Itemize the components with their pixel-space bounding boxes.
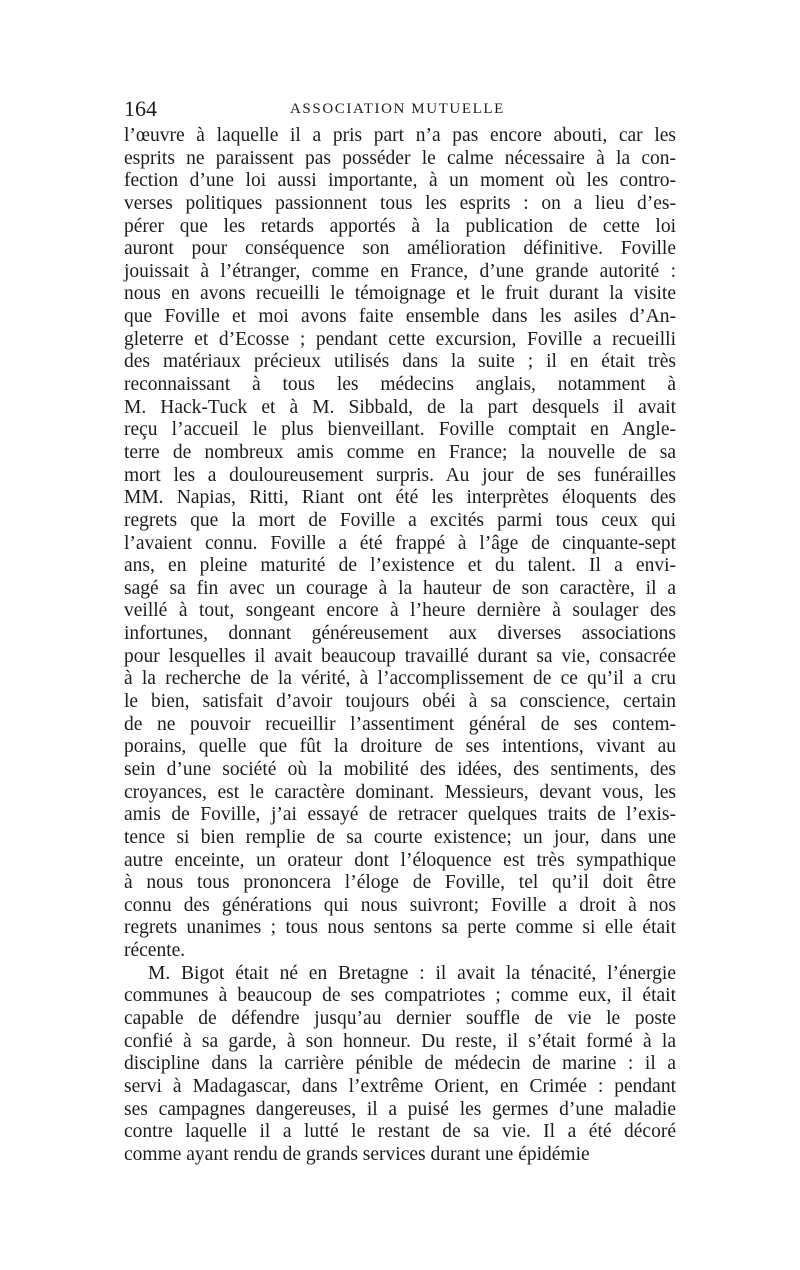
text-line: nous en avons recueilli le témoignage et le fruit durant la visite	[124, 283, 676, 305]
text-line: pérer que les retards apportés à la publication de cette loi	[124, 215, 676, 237]
text-line: communes à beaucoup de ses compatriotes ; comme eux, il était	[124, 985, 676, 1007]
text-line: tence si bien remplie de sa courte existence; un jour, dans une	[124, 826, 676, 848]
text-line: infortunes, donnant généreusement aux diverses associations	[124, 623, 676, 645]
text-line: sein d’une société où la mobilité des idées, des sentiments, des	[124, 758, 676, 780]
text-line: connu des générations qui nous suivront; Foville a droit à nos	[124, 894, 676, 916]
text-line: reconnaissant à tous les médecins anglais, notamment à	[124, 374, 676, 396]
body-text	[124, 125, 676, 1166]
paragraph	[124, 125, 676, 963]
text-line: verses politiques passionnent tous les esprits : on a lieu d’es-	[124, 192, 676, 214]
text-line: que Foville et moi avons faite ensemble dans les asiles d’An-	[124, 306, 676, 328]
text-line: capable de défendre jusqu’au dernier souffle de vie le poste	[124, 1007, 676, 1029]
text-line: regrets que la mort de Foville a excités parmi tous ceux qui	[124, 509, 676, 531]
text-line: sagé sa fin avec un courage à la hauteur de son caractère, il a	[124, 577, 676, 599]
text-line: discipline dans la carrière pénible de médecin de marine : il a	[124, 1053, 676, 1075]
text-line: amis de Foville, j’ai essayé de retracer quelques traits de l’exis-	[124, 804, 676, 826]
text-line: jouissait à l’étranger, comme en France, d’une grande autorité :	[124, 260, 676, 282]
text-line: à la recherche de la vérité, à l’accomplissement de ce qu’il a cru	[124, 668, 676, 690]
text-line: auront pour conséquence son amélioration définitive. Foville	[124, 238, 676, 260]
text-line: à nous tous prononcera l’éloge de Foville, tel qu’il doit être	[124, 872, 676, 894]
text-line: terre de nombreux amis comme en France; la nouvelle de sa	[124, 441, 676, 463]
text-line: M. Hack-Tuck et à M. Sibbald, de la part desquels il avait	[124, 396, 676, 418]
paragraph	[124, 963, 676, 1167]
text-line: contre laquelle il a lutté le restant de sa vie. Il a été décoré	[124, 1121, 676, 1143]
running-head	[124, 96, 676, 122]
text-line: comme ayant rendu de grands services durant une épidémie	[124, 1143, 590, 1165]
text-line: de ne pouvoir recueillir l’assentiment général de ses contem-	[124, 713, 676, 735]
text-line: fection d’une loi aussi importante, à un moment où les contro-	[124, 170, 676, 192]
text-line: confié à sa garde, à son honneur. Du reste, il s’était formé à la	[124, 1030, 676, 1052]
text-line: pour lesquelles il avait beaucoup travaillé durant sa vie, consacrée	[124, 645, 676, 667]
running-title: ASSOCIATION MUTUELLE	[290, 101, 505, 117]
text-line: esprits ne paraissent pas posséder le calme nécessaire à la con-	[124, 147, 676, 169]
page-number: 164	[124, 96, 157, 121]
text-line: des matériaux précieux utilisés dans la suite ; il en était très	[124, 351, 676, 373]
text-line: servi à Madagascar, dans l’extrême Orient, en Crimée : pendant	[124, 1075, 676, 1097]
text-line: mort les a douloureusement surpris. Au jour de ses funérailles	[124, 464, 676, 486]
text-line: gleterre et d’Ecosse ; pendant cette excursion, Foville a recueilli	[124, 328, 676, 350]
text-line: regrets unanimes ; tous nous sentons sa perte comme si elle était	[124, 917, 676, 939]
text-line: le bien, satisfait d’avoir toujours obéi à sa conscience, certain	[124, 691, 676, 713]
text-line: l’œuvre à laquelle il a pris part n’a pas encore abouti, car les	[124, 125, 676, 146]
text-line: MM. Napias, Ritti, Riant ont été les interprètes éloquents des	[124, 487, 676, 509]
text-line: croyances, est le caractère dominant. Messieurs, devant vous, les	[124, 781, 676, 803]
text-line: autre enceinte, un orateur dont l’éloquence est très sympathique	[124, 849, 676, 871]
text-line: l’avaient connu. Foville a été frappé à l’âge de cinquante-sept	[124, 532, 676, 554]
text-line: porains, quelle que fût la droiture de ses intentions, vivant au	[124, 736, 676, 758]
text-line: M. Bigot était né en Bretagne : il avait la ténacité, l’énergie	[148, 962, 676, 984]
text-line: ses campagnes dangereuses, il a puisé les germes d’une maladie	[124, 1098, 676, 1120]
text-line: veillé à tout, songeant encore à l’heure dernière à soulager des	[124, 600, 676, 622]
text-line: reçu l’accueil le plus bienveillant. Foville comptait en Angle-	[124, 419, 676, 441]
text-line: ans, en pleine maturité de l’existence et du talent. Il a envi-	[124, 555, 676, 577]
text-line: récente.	[124, 940, 186, 962]
